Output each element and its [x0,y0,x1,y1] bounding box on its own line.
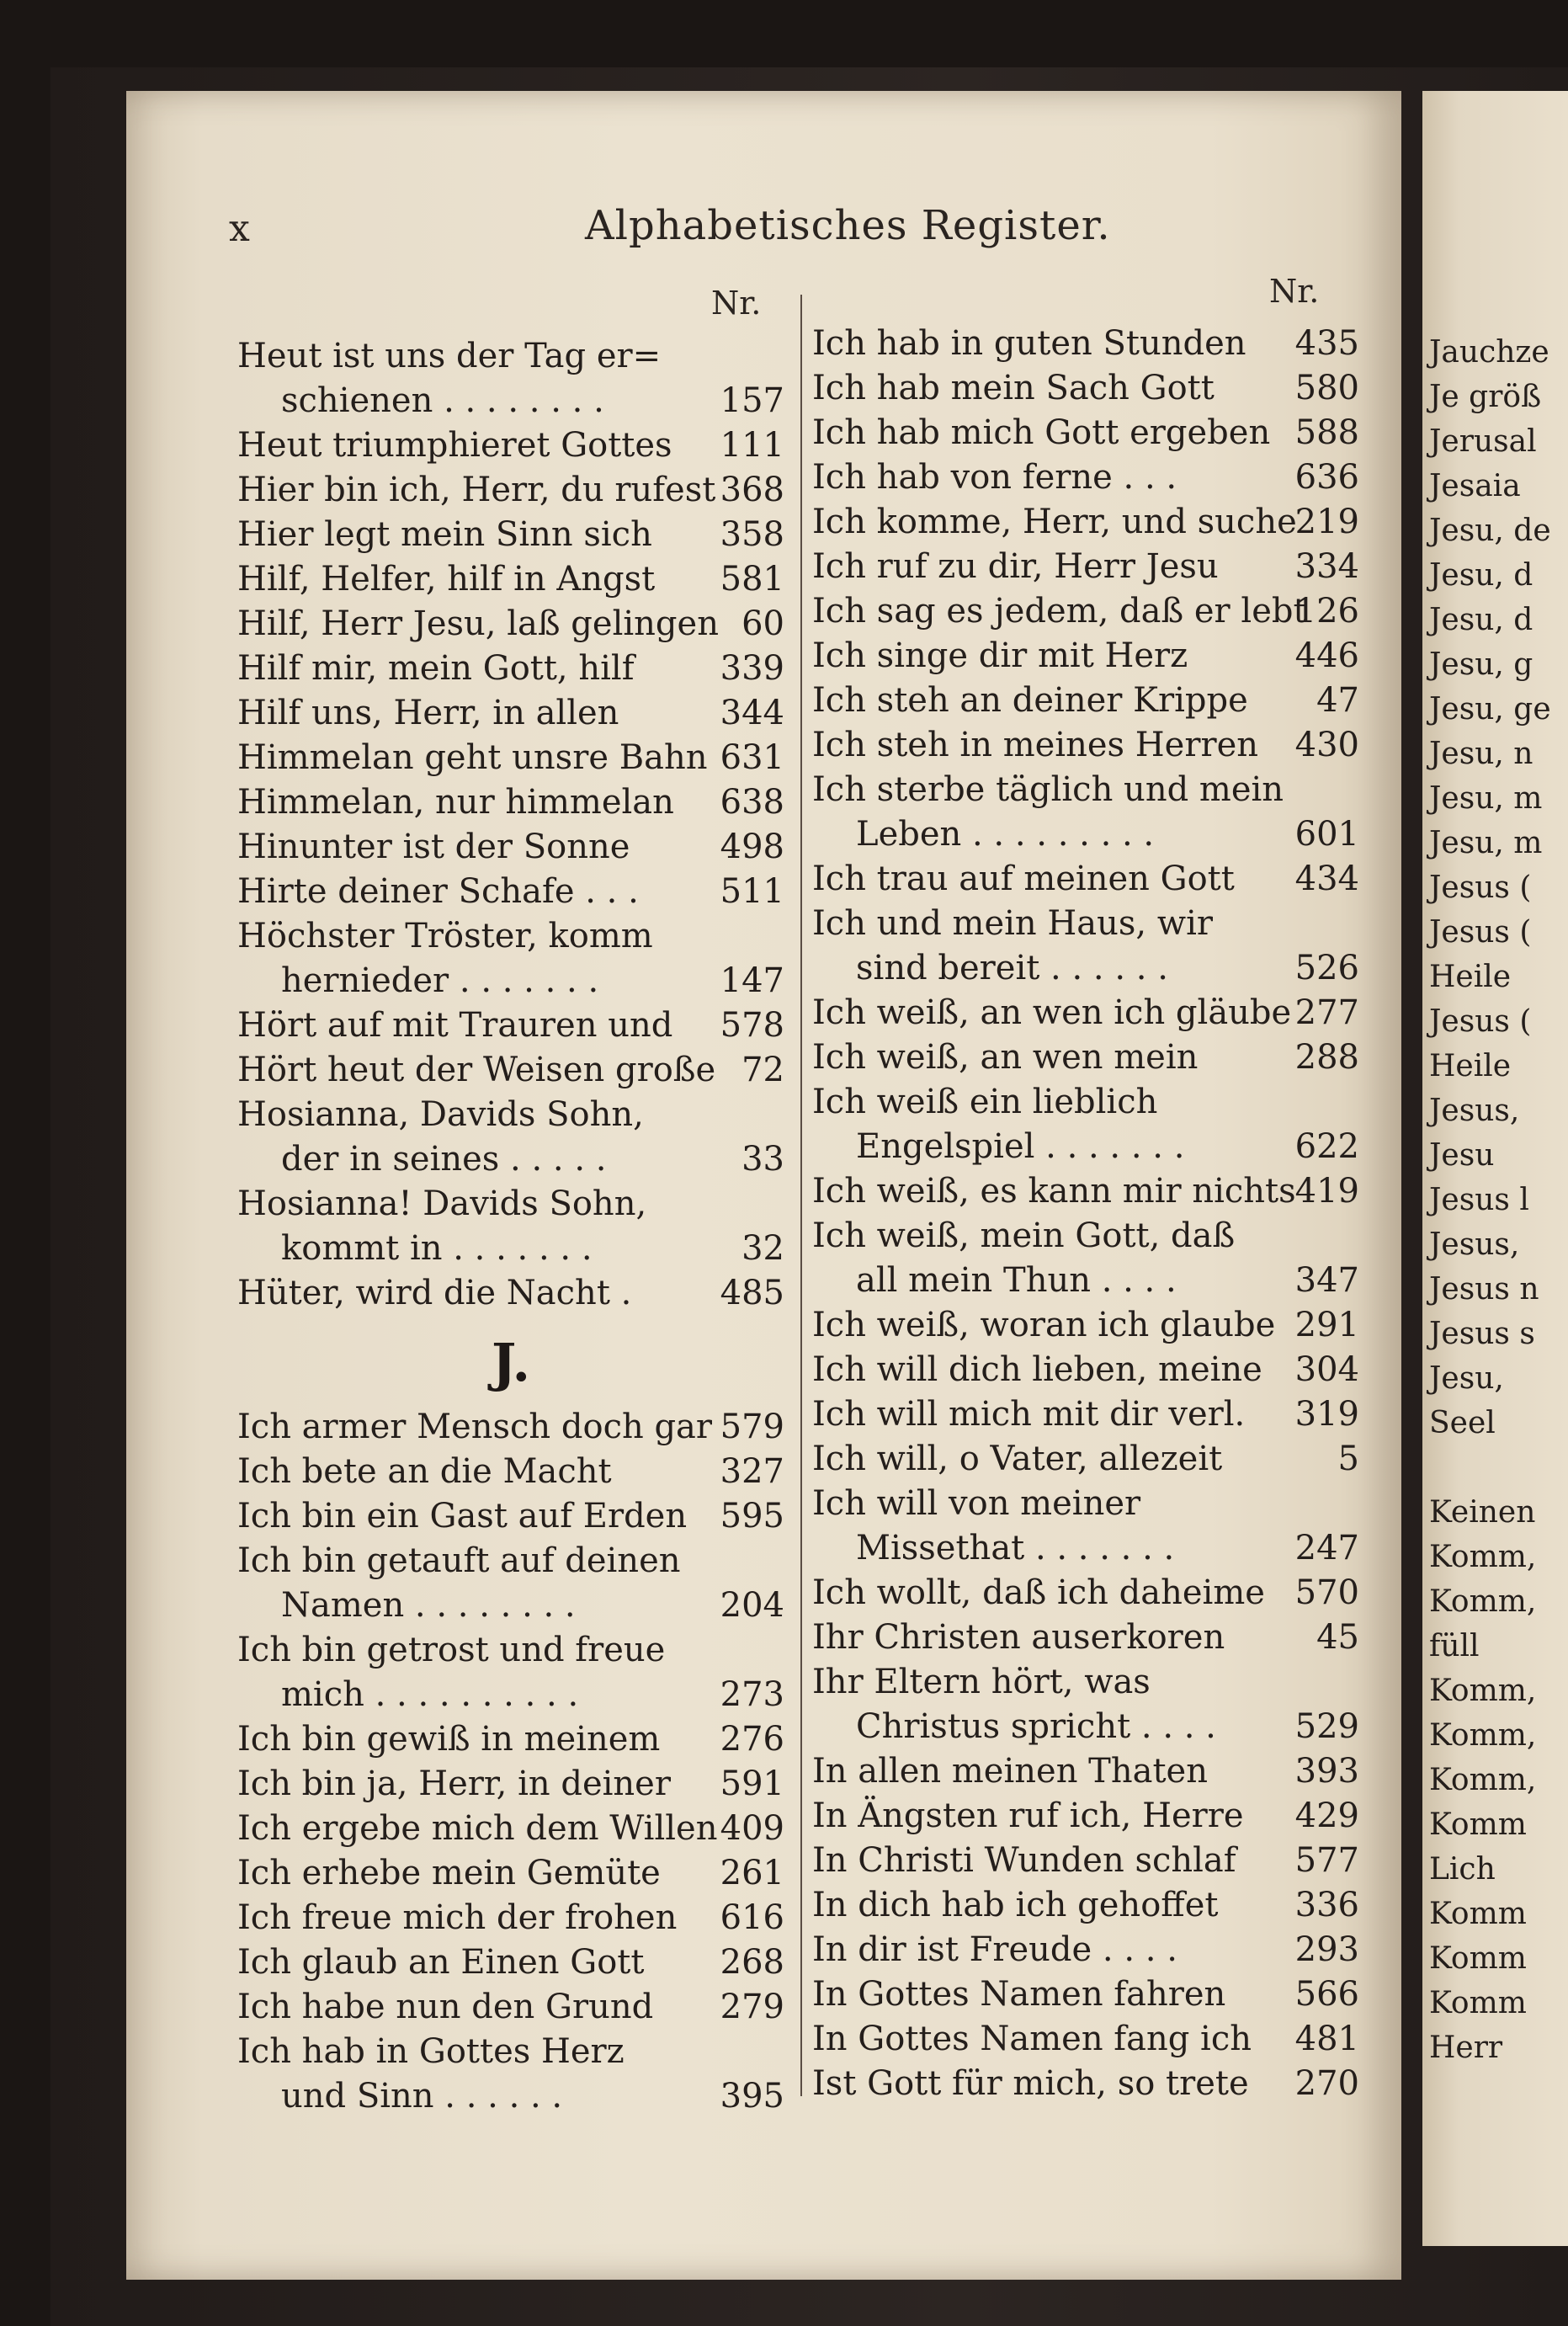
entry-number: 288 [1294,1038,1359,1077]
register-entry [812,324,1359,369]
register-entry [237,1809,784,1854]
entry-title: Ich weiß, es kann mir nichts [812,1172,1296,1211]
entry-number: 72 [741,1051,784,1089]
entry-title: Engelspiel . . . . . . . [856,1127,1185,1166]
entry-number: 409 [720,1809,784,1848]
register-entry [812,1216,1359,1261]
entry-title: Hosianna, Davids Sohn, [237,1095,644,1134]
next-page-fragment: Jesus s [1429,1317,1535,1351]
register-entry [237,2077,784,2121]
next-page-fragment: Komm [1429,1897,1527,1931]
entry-title: Heut ist uns der Tag er= [237,337,662,375]
register-entry [812,1930,1359,1975]
next-page-fragment: Jesu, m [1429,826,1543,860]
entry-title: In Christi Wunden schlaf [812,1841,1236,1880]
entry-title: Leben . . . . . . . . . [856,815,1155,854]
entry-title: Ich komme, Herr, und suche [812,503,1297,541]
entry-title: hernieder . . . . . . . [281,961,599,1000]
register-entry [812,503,1359,547]
entry-number: 358 [720,515,784,554]
entry-number: 419 [1294,1172,1359,1211]
entry-title: kommt in . . . . . . . [281,1229,593,1268]
entry-number: 270 [1294,2064,1359,2103]
register-entry [812,1707,1359,1752]
entry-title: Hier legt mein Sinn sich [237,515,652,554]
entry-title: Ich bin getrost und freue [237,1631,666,1669]
entry-number: 601 [1294,815,1359,854]
next-page-fragment: Komm [1429,1941,1527,1976]
entry-number: 638 [720,783,784,822]
entry-title: Ich ergebe mich dem Willen [237,1809,718,1848]
entry-number: 434 [1294,860,1359,898]
entry-title: Hilf uns, Herr, in allen [237,694,619,732]
register-entry [812,636,1359,681]
entry-title: In Ängsten ruf ich, Herre [812,1796,1244,1835]
register-entry [237,426,784,471]
next-page-fragment: Heile [1429,1049,1512,1083]
entry-number: 347 [1294,1261,1359,1300]
entry-title: Ich weiß, mein Gott, daß [812,1216,1236,1255]
register-entry [812,2064,1359,2109]
next-page-fragment: Jesu, ge [1429,692,1551,727]
register-entry [237,1274,784,1318]
entry-title: Ich will, o Vater, allezeit [812,1440,1223,1478]
register-entry [812,860,1359,904]
next-page-fragment: Jesus ( [1429,870,1532,905]
next-page-fragment: Jauchze [1429,335,1549,370]
entry-number: 279 [720,1988,784,2026]
entry-number: 45 [1316,1618,1359,1657]
entry-number: 578 [720,1006,784,1045]
entry-number: 368 [720,471,784,509]
next-page-fragment: Komm, [1429,1540,1537,1574]
entry-title: Hirte deiner Schafe . . . [237,872,639,911]
register-entry [237,1095,784,1140]
register-entry [237,1943,784,1988]
entry-title: Ich bin ein Gast auf Erden [237,1497,688,1536]
register-entry [812,1886,1359,1930]
register-entry [237,471,784,515]
entry-title: Himmelan, nur himmelan [237,783,674,822]
entry-title: Ich glaub an Einen Gott [237,1943,645,1982]
entry-number: 204 [720,1586,784,1625]
next-page-fragment: Je größ [1429,380,1542,414]
entry-number: 327 [720,1452,784,1491]
register-entry [237,1988,784,2032]
next-page-fragment: Heile [1429,960,1512,994]
entry-title: Ich steh in meines Herren [812,726,1258,764]
next-page-fragment: Komm, [1429,1718,1537,1753]
next-page-fragment: Jesu [1429,1138,1495,1173]
entry-title: Ich bin getauft auf deinen [237,1541,681,1580]
register-entry [237,917,784,961]
next-page-fragment: Jesus, [1429,1227,1520,1262]
entry-title: In dir ist Freude . . . . [812,1930,1177,1969]
register-entry [812,592,1359,636]
register-entry [812,1350,1359,1395]
entry-title: Hilf mir, mein Gott, hilf [237,649,635,688]
entry-title: Ich will von meiner [812,1484,1141,1523]
register-entry [237,1408,784,1452]
register-entry [237,872,784,917]
entry-title: Ich bete an die Macht [237,1452,612,1491]
entry-title: In allen meinen Thaten [812,1752,1208,1791]
next-page-fragment: Komm, [1429,1763,1537,1797]
entry-title: Ich ruf zu dir, Herr Jesu [812,547,1219,586]
register-entry [237,828,784,872]
entry-number: 616 [720,1898,784,1937]
entry-number: 577 [1294,1841,1359,1880]
next-page-fragment: Jesu, n [1429,737,1533,771]
entry-title: Hüter, wird die Nacht . [237,1274,632,1312]
entry-title: Hilf, Helfer, hilf in Angst [237,560,656,599]
next-page-fragment: Keinen [1429,1495,1536,1530]
entry-title: Ich weiß, woran ich glaube [812,1306,1276,1344]
entry-number: 580 [1294,369,1359,407]
register-entry [812,1083,1359,1127]
entry-number: 526 [1294,949,1359,987]
page-number: x [229,207,250,250]
register-entry [237,1898,784,1943]
entry-title: Ich weiß ein lieblich [812,1083,1158,1121]
next-page-fragment: Jesaia [1429,469,1521,503]
register-entry [812,726,1359,770]
next-page-fragment: Lich [1429,1852,1496,1887]
entry-title: Ich bin gewiß in meinem [237,1720,661,1759]
register-entry [812,1752,1359,1796]
register-entry [812,904,1359,949]
entry-number: 636 [1294,458,1359,497]
entry-number: 319 [1294,1395,1359,1434]
entry-number: 430 [1294,726,1359,764]
next-page-fragment: Komm [1429,1807,1527,1842]
entry-number: 344 [720,694,784,732]
next-page-fragment: Jesu, g [1429,647,1533,682]
entry-number: 5 [1337,1440,1359,1478]
register-entry [237,694,784,738]
entry-title: Ich erhebe mein Gemüte [237,1854,661,1892]
entry-number: 566 [1294,1975,1359,2014]
register-entry [812,1618,1359,1663]
entry-number: 498 [720,828,784,866]
column-divider [800,295,802,2096]
entry-number: 33 [741,1140,784,1179]
entry-title: Ich sag es jedem, daß er lebt [812,592,1307,631]
left-column [237,337,784,2121]
register-entry [812,458,1359,503]
entry-number: 277 [1294,993,1359,1032]
register-entry [237,2032,784,2077]
right-column-header: Nr. [1269,273,1320,310]
register-entry [237,961,784,1006]
register-entry [812,1172,1359,1216]
next-page-fragment: füll [1429,1629,1480,1663]
entry-title: der in seines . . . . . [281,1140,607,1179]
register-entry [812,1841,1359,1886]
register-entry [812,1440,1359,1484]
entry-number: 219 [1294,503,1359,541]
entry-number: 395 [720,2077,784,2116]
entry-number: 32 [741,1229,784,1268]
entry-title: Ich armer Mensch doch gar [237,1408,713,1446]
register-entry [237,1497,784,1541]
entry-title: Ihr Christen auserkoren [812,1618,1225,1657]
entry-number: 157 [720,381,784,420]
left-column-header: Nr. [711,285,762,322]
register-entry [812,1975,1359,2020]
entry-number: 529 [1294,1707,1359,1746]
register-entry [812,1127,1359,1172]
entry-title: Missethat . . . . . . . [856,1529,1175,1568]
entry-number: 111 [720,426,784,465]
entry-number: 276 [720,1720,784,1759]
entry-title: Ich und mein Haus, wir [812,904,1213,943]
next-page-fragment: Jesu, [1429,1361,1504,1396]
entry-title: Ich hab in Gottes Herz [237,2032,625,2071]
entry-title: Ich wollt, daß ich daheime [812,1573,1265,1612]
entry-title: Ich habe nun den Grund [237,1988,654,2026]
register-entry [812,1261,1359,1306]
entry-number: 268 [720,1943,784,1982]
entry-number: 126 [1294,592,1359,631]
page-title: Alphabetisches Register. [585,202,1111,249]
entry-title: schienen . . . . . . . . [281,381,604,420]
entry-title: Ich hab mich Gott ergeben [812,413,1271,452]
entry-title: Namen . . . . . . . . [281,1586,576,1625]
register-entry [237,738,784,783]
next-page-fragment: Komm [1429,1986,1527,2020]
entry-number: 570 [1294,1573,1359,1612]
register-entry [812,547,1359,592]
entry-title: Christus spricht . . . . [856,1707,1216,1746]
register-entry [812,369,1359,413]
entry-number: 511 [720,872,784,911]
page-header [126,202,1401,261]
entry-title: Hier bin ich, Herr, du rufest [237,471,716,509]
next-page-edge [1422,91,1568,2246]
register-entry [237,337,784,381]
entry-title: Hinunter ist der Sonne [237,828,630,866]
entry-number: 435 [1294,324,1359,363]
entry-title: Ich freue mich der frohen [237,1898,678,1937]
register-entry [812,993,1359,1038]
next-page-fragment: Jesu, d [1429,603,1533,637]
entry-number: 591 [720,1764,784,1803]
entry-number: 339 [720,649,784,688]
next-page-fragment: Komm, [1429,1584,1537,1619]
next-page-fragment: Jesu, m [1429,781,1543,816]
entry-number: 481 [1294,2020,1359,2058]
entry-title: sind bereit . . . . . . [856,949,1168,987]
register-entry [237,1541,784,1586]
register-entry [237,1452,784,1497]
register-entry [812,815,1359,860]
entry-number: 261 [720,1854,784,1892]
next-page-fragment: Jesus ( [1429,1004,1532,1039]
entry-number: 336 [1294,1886,1359,1924]
entry-title: und Sinn . . . . . . [281,2077,563,2116]
entry-number: 247 [1294,1529,1359,1568]
entry-number: 60 [741,604,784,643]
register-entry [812,949,1359,993]
next-page-fragment: Jesus l [1429,1183,1529,1217]
entry-number: 334 [1294,547,1359,586]
entry-title: Ich will dich lieben, meine [812,1350,1262,1389]
register-entry [237,1675,784,1720]
entry-title: Hilf, Herr Jesu, laß gelingen [237,604,719,643]
register-entry [812,1306,1359,1350]
entry-title: Ich sterbe täglich und mein [812,770,1284,809]
entry-title: Ist Gott für mich, so trete [812,2064,1249,2103]
next-page-fragment: Jesus, [1429,1094,1520,1128]
next-page-fragment: Seel [1429,1406,1496,1440]
next-page-fragment: Jesus ( [1429,915,1532,950]
entry-number: 393 [1294,1752,1359,1791]
register-entry [812,1796,1359,1841]
next-page-fragment: Jesu, d [1429,558,1533,593]
entry-number: 595 [720,1497,784,1536]
entry-number: 446 [1294,636,1359,675]
entry-title: all mein Thun . . . . [856,1261,1177,1300]
entry-title: In Gottes Namen fang ich [812,2020,1252,2058]
entry-title: mich . . . . . . . . . . [281,1675,579,1714]
entry-title: Ich bin ja, Herr, in deiner [237,1764,671,1803]
entry-title: Heut triumphieret Gottes [237,426,672,465]
section-letter: J. [491,1332,531,1393]
entry-number: 293 [1294,1930,1359,1969]
register-entry [237,604,784,649]
entry-number: 588 [1294,413,1359,452]
register-entry [237,560,784,604]
register-entry [812,1395,1359,1440]
register-entry [812,1573,1359,1618]
register-entry [812,681,1359,726]
entry-number: 291 [1294,1306,1359,1344]
entry-title: Ich hab in guten Stunden [812,324,1246,363]
register-entry [237,1184,784,1229]
register-entry [237,649,784,694]
register-entry [812,1484,1359,1529]
entry-number: 579 [720,1408,784,1446]
entry-number: 485 [720,1274,784,1312]
register-entry [812,1038,1359,1083]
entry-title: Ich will mich mit dir verl. [812,1395,1246,1434]
next-page-fragment: Herr [1429,2031,1503,2065]
entry-number: 429 [1294,1796,1359,1835]
entry-title: Ich steh an deiner Krippe [812,681,1248,720]
entry-title: Ich singe dir mit Herz [812,636,1188,675]
entry-title: Ich trau auf meinen Gott [812,860,1235,898]
entry-number: 304 [1294,1350,1359,1389]
entry-number: 273 [720,1675,784,1714]
next-page-fragment: Jesus n [1429,1272,1539,1307]
next-page-fragment: Jesu, de [1429,514,1551,548]
register-entry [237,783,784,828]
entry-title: Hosianna! Davids Sohn, [237,1184,647,1223]
entry-title: Ich weiß, an wen ich gläube [812,993,1292,1032]
register-entry [812,770,1359,815]
entry-title: Höchster Tröster, komm [237,917,653,955]
register-entry [237,1140,784,1184]
register-entry [237,381,784,426]
register-entry [812,1663,1359,1707]
register-entry [237,1854,784,1898]
register-entry [237,515,784,560]
entry-number: 581 [720,560,784,599]
right-column [812,324,1359,2109]
entry-title: Ich weiß, an wen mein [812,1038,1199,1077]
entry-title: In dich hab ich gehoffet [812,1886,1219,1924]
register-entry [237,1006,784,1051]
entry-title: Ich hab von ferne . . . [812,458,1177,497]
entry-number: 147 [720,961,784,1000]
register-entry [812,413,1359,458]
register-entry [812,2020,1359,2064]
register-entry [237,1051,784,1095]
register-entry [237,1229,784,1274]
register-entry [237,1631,784,1675]
entry-title: In Gottes Namen fahren [812,1975,1226,2014]
entry-number: 631 [720,738,784,777]
entry-title: Hört heut der Weisen große [237,1051,716,1089]
entry-title: Ich hab mein Sach Gott [812,369,1215,407]
next-page-fragment: Komm, [1429,1674,1537,1708]
register-entry [812,1529,1359,1573]
register-entry [237,1764,784,1809]
entry-title: Himmelan geht unsre Bahn [237,738,708,777]
entry-number: 47 [1316,681,1359,720]
register-entry [237,1586,784,1631]
register-entry [237,1720,784,1764]
entry-title: Hört auf mit Trauren und [237,1006,673,1045]
entry-number: 622 [1294,1127,1359,1166]
next-page-fragment: Jerusal [1429,424,1537,459]
entry-title: Ihr Eltern hört, was [812,1663,1151,1701]
